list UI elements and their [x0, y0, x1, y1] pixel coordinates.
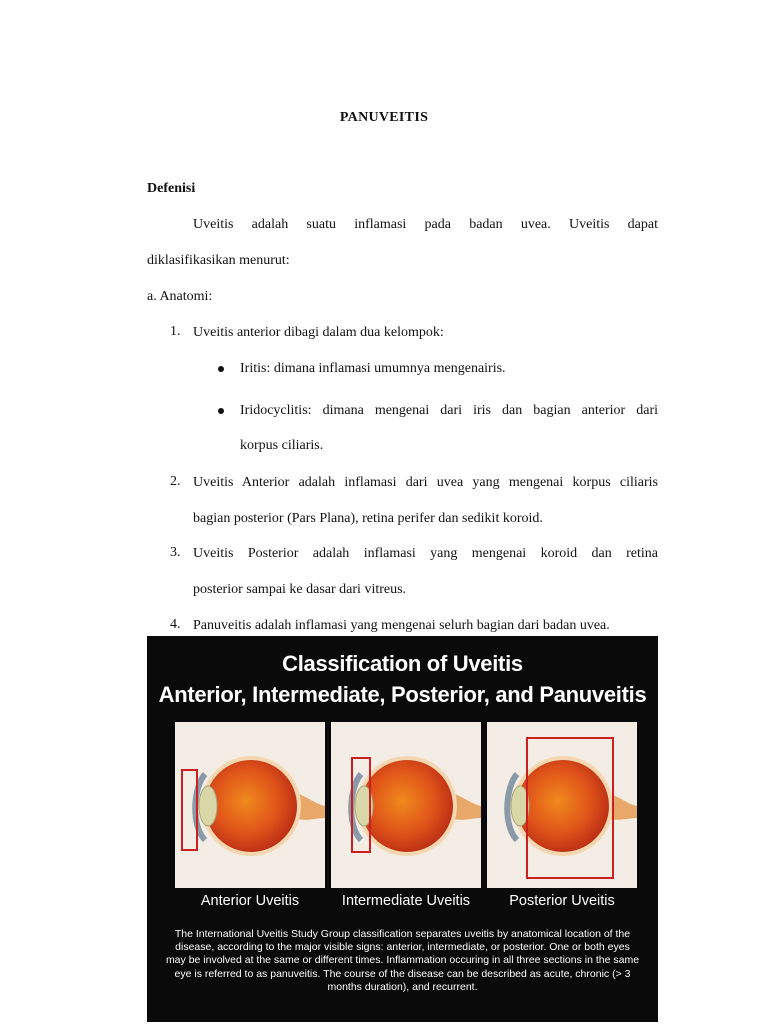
panel-label-posterior: Posterior Uveitis — [509, 893, 615, 909]
page-title: PANUVEITIS — [339, 110, 429, 125]
list-item-3-line1: Uveitis Posterior adalah inflamasi yang mengenai koroid dan retina — [193, 546, 658, 561]
intro-paragraph-line2: diklasifikasikan menurut: — [147, 253, 290, 268]
bullet-dot-1 — [218, 366, 224, 372]
list-item-2-line1: Uveitis Anterior adalah inflamasi dari uvea yang mengenai korpus ciliaris — [193, 475, 658, 490]
uveitis-classification-figure — [147, 636, 658, 1022]
list-item-2-line2: bagian posterior (Pars Plana), retina perifer dan sedikit koroid. — [193, 511, 543, 526]
eye-panel-posterior — [487, 722, 637, 888]
bullet-item-2-line2: korpus ciliaris. — [240, 438, 324, 453]
figure-caption: The International Uveitis Study Group classification separates uveitis by anatomical location of the disease, according to the major visible signs: anterior, intermediate, or posterior. One or both eyes may be involved at the same or different times. Inflammation occuring in all three sections in the same eye is referred to as panuveitis. The course of the disease can be described as acute, chronic (> 3 months duration), and recurrent. — [165, 928, 640, 993]
list-item-1: Uveitis anterior dibagi dalam dua kelompok: — [193, 325, 444, 340]
list-number-4: 4. — [170, 617, 181, 632]
bullet-item-1: Iritis: dimana inflamasi umumnya mengenairis. — [240, 361, 506, 376]
list-item-4: Panuveitis adalah inflamasi yang mengenai selurh bagian dari badan uvea. — [193, 618, 610, 633]
figure-title-line1: Classification of Uveitis — [282, 651, 523, 676]
list-number-3: 3. — [170, 545, 181, 560]
bullet-dot-2 — [218, 408, 224, 414]
figure-title-line2: Anterior, Intermediate, Posterior, and Panuveitis — [158, 682, 647, 707]
subheading-anatomi: a. Anatomi: — [147, 289, 213, 304]
eye-panel-intermediate — [331, 722, 481, 888]
intro-paragraph-line1: Uveitis adalah suatu inflamasi pada badan uvea. Uveitis dapat — [193, 217, 658, 232]
list-number-1: 1. — [170, 324, 181, 339]
panel-label-anterior: Anterior Uveitis — [200, 893, 300, 909]
list-number-2: 2. — [170, 474, 181, 489]
section-heading: Defenisi — [147, 181, 196, 196]
bullet-item-2-line1: Iridocyclitis: dimana mengenai dari iris dan bagian anterior dari — [240, 403, 658, 418]
list-item-3-line2: posterior sampai ke dasar dari vitreus. — [193, 582, 407, 597]
panel-label-intermediate: Intermediate Uveitis — [341, 893, 471, 909]
eye-panel-anterior — [175, 722, 325, 888]
